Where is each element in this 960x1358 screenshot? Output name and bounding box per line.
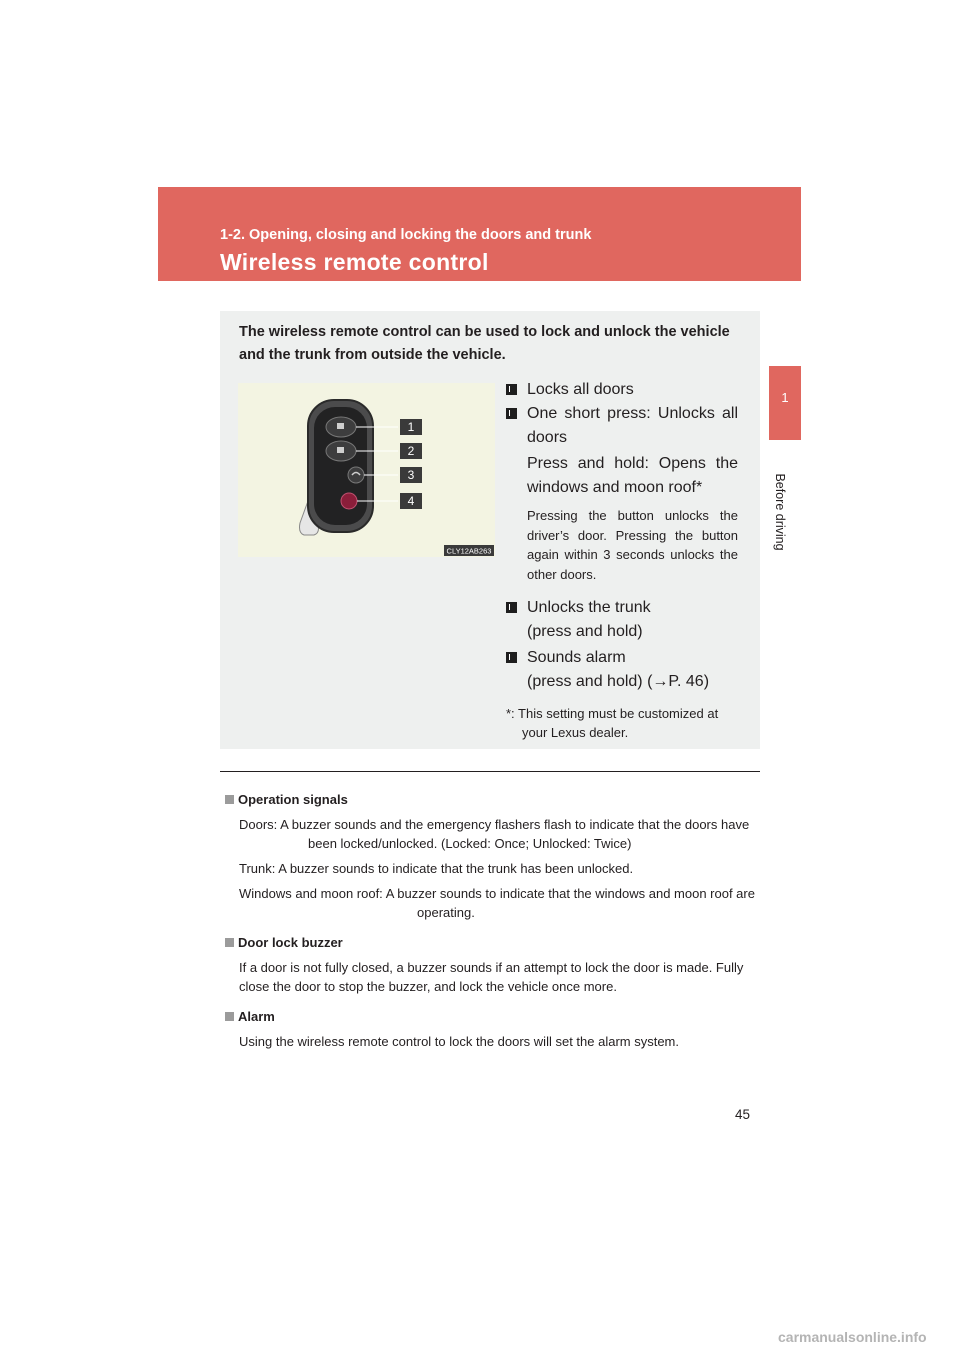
chapter-tab[interactable] xyxy=(769,366,801,440)
list-item xyxy=(506,402,738,584)
notes-section xyxy=(225,791,760,1051)
number-marker-2 xyxy=(506,408,517,419)
remote-key-illustration xyxy=(238,383,495,557)
item-4-text-2: (press and hold) (→P. 46) xyxy=(527,673,710,690)
chapter-label-text: Before driving xyxy=(773,473,787,551)
list-item xyxy=(506,646,738,694)
page-number: 45 xyxy=(735,1107,751,1122)
number-marker-3 xyxy=(506,602,517,613)
item-4-text: Sounds alarm xyxy=(527,649,626,666)
watermark[interactable]: carmanualsonline.info xyxy=(778,1329,927,1345)
page-title: Wireless remote control xyxy=(220,249,489,275)
callout-2: 2 xyxy=(407,444,415,458)
chapter-label xyxy=(765,452,795,572)
item-2-note: Pressing the button unlocks the driver’s door. Pressing the button again within 3 seconds unlocks the other doors. xyxy=(527,508,738,582)
item-1-text: Locks all doors xyxy=(527,381,634,398)
lock-icon xyxy=(337,423,344,429)
note-title-operation xyxy=(225,791,760,809)
button-function-list xyxy=(506,378,738,742)
note-windows: Windows and moon roof: A buzzer sounds to indicate that the windows and moon roof are operating. xyxy=(239,886,755,920)
note-title-buzzer-text: Door lock buzzer xyxy=(238,935,343,950)
callout-4: 4 xyxy=(407,494,415,508)
remote-key-image xyxy=(238,383,495,557)
note-alarm-text: Using the wireless remote control to lock the doors will set the alarm system. xyxy=(239,1034,680,1049)
image-code: CLY12AB263 xyxy=(446,546,492,556)
trunk-button xyxy=(348,467,364,483)
callout-1: 1 xyxy=(407,420,415,434)
square-bullet-icon xyxy=(225,938,234,947)
item-3-text: Unlocks the trunk (press and hold) xyxy=(527,599,651,640)
number-marker-1 xyxy=(506,384,517,395)
chapter-number: 1 xyxy=(781,390,789,405)
intro-box xyxy=(220,311,760,749)
square-bullet-icon xyxy=(225,1012,234,1021)
item-2-text: One short press: Unlocks all doors xyxy=(527,405,738,446)
number-marker-4 xyxy=(506,652,517,663)
alarm-button xyxy=(341,493,357,509)
unlock-icon xyxy=(337,447,344,453)
square-bullet-icon xyxy=(225,795,234,804)
note-title-alarm xyxy=(225,1008,760,1026)
note-doors: Doors: A buzzer sounds and the emergency flashers flash to indicate that the doors have been locked/unlocked. (Locked: Once; Unlocked: Twice) xyxy=(239,817,750,851)
note-title-alarm-text: Alarm xyxy=(238,1009,275,1024)
intro-text: The wireless remote control can be used to lock and unlock the vehicle and the trunk from outside the vehicle. xyxy=(239,324,730,363)
footnote: *: This setting must be customized at your Lexus dealer. xyxy=(506,706,719,740)
section-label: 1-2. Opening, closing and locking the doors and trunk xyxy=(220,227,592,243)
note-trunk: Trunk: A buzzer sounds to indicate that the trunk has been unlocked. xyxy=(239,861,634,876)
callout-3: 3 xyxy=(407,468,415,482)
list-item xyxy=(506,596,738,644)
header-band xyxy=(158,187,801,281)
divider xyxy=(220,771,760,772)
item-2-text-2: Press and hold: Opens the windows and moon roof* xyxy=(527,455,738,496)
note-buzzer-text: If a door is not fully closed, a buzzer sounds if an attempt to lock the door is made. Fully close the door to stop the buzzer, and lock the vehicle once more. xyxy=(239,960,744,994)
note-title-buzzer xyxy=(225,934,760,952)
note-title-operation-text: Operation signals xyxy=(238,792,348,807)
list-item xyxy=(506,378,738,402)
